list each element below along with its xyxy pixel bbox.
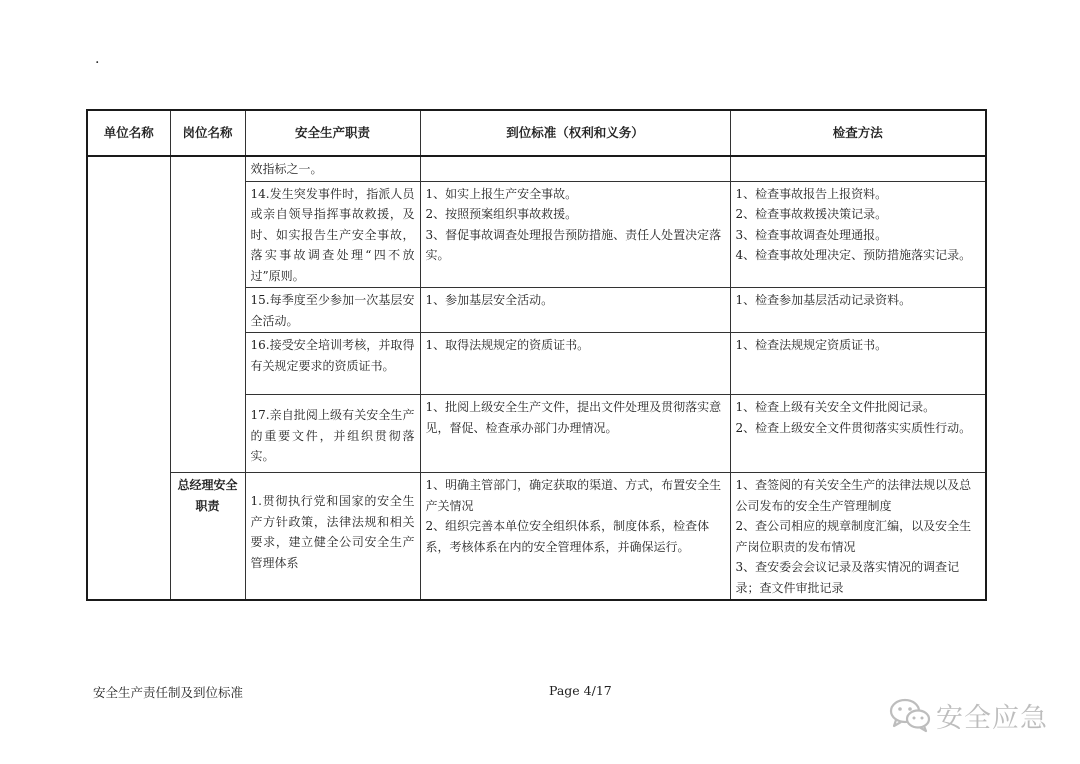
standard-cell	[420, 181, 730, 288]
wechat-icon	[888, 697, 932, 733]
check-item: 1、检查事故报告上报资料。	[735, 186, 888, 201]
check-item: 4、检查事故处理决定、预防措施落实记录。	[735, 248, 972, 262]
duty-text: 14.发生突发事件时，指派人员或亲自领导指挥事故救援，及时、如实报告生产安全事故，落实事故调查处理“四不放过”原则。	[250, 186, 415, 283]
duty-text: 1.贯彻执行党和国家的安全生产方针政策，法律法规和相关要求，建立健全公司安全生产管理体系	[250, 494, 415, 570]
standard-item: 1、如实上报生产安全事故。	[425, 186, 578, 201]
brand-watermark	[888, 693, 1048, 737]
check-cell	[730, 473, 986, 601]
table-row	[87, 156, 986, 181]
header-post-name: 岗位名称	[170, 110, 245, 156]
post-name-gm	[170, 473, 245, 601]
header-safety-duty: 安全生产职责	[245, 110, 420, 156]
standard-cell	[420, 288, 730, 333]
header-standard: 到位标准（权利和义务）	[420, 110, 730, 156]
unit-name-cell	[87, 156, 170, 600]
table-header-row	[87, 110, 986, 156]
post-name-text: 总经理安全职责	[177, 478, 238, 513]
duty-cell	[245, 181, 420, 288]
standard-item: 1、明确主管部门，确定获取的渠道、方式，布置安全生产关情况	[425, 478, 722, 513]
header-unit-name: 单位名称	[87, 110, 170, 156]
check-item: 2、检查事故救援决策记录。	[735, 207, 888, 221]
standard-item: 1、批阅上级安全生产文件，提出文件处理及贯彻落实意见，督促、检查承办部门办理情况。	[425, 400, 722, 435]
standard-cell	[420, 395, 730, 473]
duty-cell	[245, 288, 420, 333]
standard-item: 2、按照预案组织事故救援。	[425, 207, 578, 221]
check-item: 3、检查事故调查处理通报。	[735, 227, 888, 242]
check-item: 2、检查上级安全文件贯彻落实实质性行动。	[735, 420, 972, 435]
check-cell	[730, 333, 986, 395]
footer-page-number: Page 4/17	[549, 683, 612, 698]
responsibility-table	[86, 109, 987, 601]
check-item: 1、查签阅的有关安全生产的法律法规以及总公司发布的安全生产管理制度	[735, 478, 972, 513]
table-row	[87, 473, 986, 601]
duty-text: 17.亲自批阅上级有关安全生产的重要文件，并组织贯彻落实。	[250, 408, 415, 463]
standard-item: 1、参加基层安全活动。	[425, 293, 554, 307]
standard-item: 2、组织完善本单位安全组织体系，制度体系，检查体系，考核体系在内的安全管理体系，并确保运行。	[425, 519, 710, 554]
post-name-cell	[170, 156, 245, 473]
duty-text: 效指标之一。	[250, 162, 323, 176]
check-cell	[730, 395, 986, 473]
standard-cell	[420, 333, 730, 395]
duty-text: 15.每季度至少参加一次基层安全活动。	[250, 293, 415, 328]
check-cell	[730, 288, 986, 333]
footer-document-title: 安全生产责任制及到位标准	[93, 685, 244, 700]
check-item: 3、查安委会会议记录及落实情况的调查记录；查文件审批记录	[735, 560, 960, 595]
check-cell	[730, 156, 986, 181]
brand-text: 安全应急	[936, 702, 1048, 734]
duty-cell	[245, 473, 420, 601]
check-item: 1、检查法规规定资质证书。	[735, 338, 888, 352]
check-item: 1、检查参加基层活动记录资料。	[735, 293, 912, 307]
header-check-method: 检查方法	[730, 110, 986, 156]
standard-cell	[420, 156, 730, 181]
header-dot: .	[95, 51, 100, 67]
duty-text: 16.接受安全培训考核，并取得有关规定要求的资质证书。	[250, 338, 415, 373]
duty-cell	[245, 395, 420, 473]
duty-cell	[245, 156, 420, 181]
standard-item: 3、督促事故调查处理报告预防措施、责任人处置决定落实。	[425, 227, 722, 262]
standard-item: 1、取得法规规定的资质证书。	[425, 338, 590, 352]
duty-cell	[245, 333, 420, 395]
check-cell	[730, 181, 986, 288]
standard-cell	[420, 473, 730, 601]
check-item: 1、检查上级有关安全文件批阅记录。	[735, 400, 936, 414]
check-item: 2、查公司相应的规章制度汇编，以及安全生产岗位职责的发布情况	[735, 519, 972, 554]
